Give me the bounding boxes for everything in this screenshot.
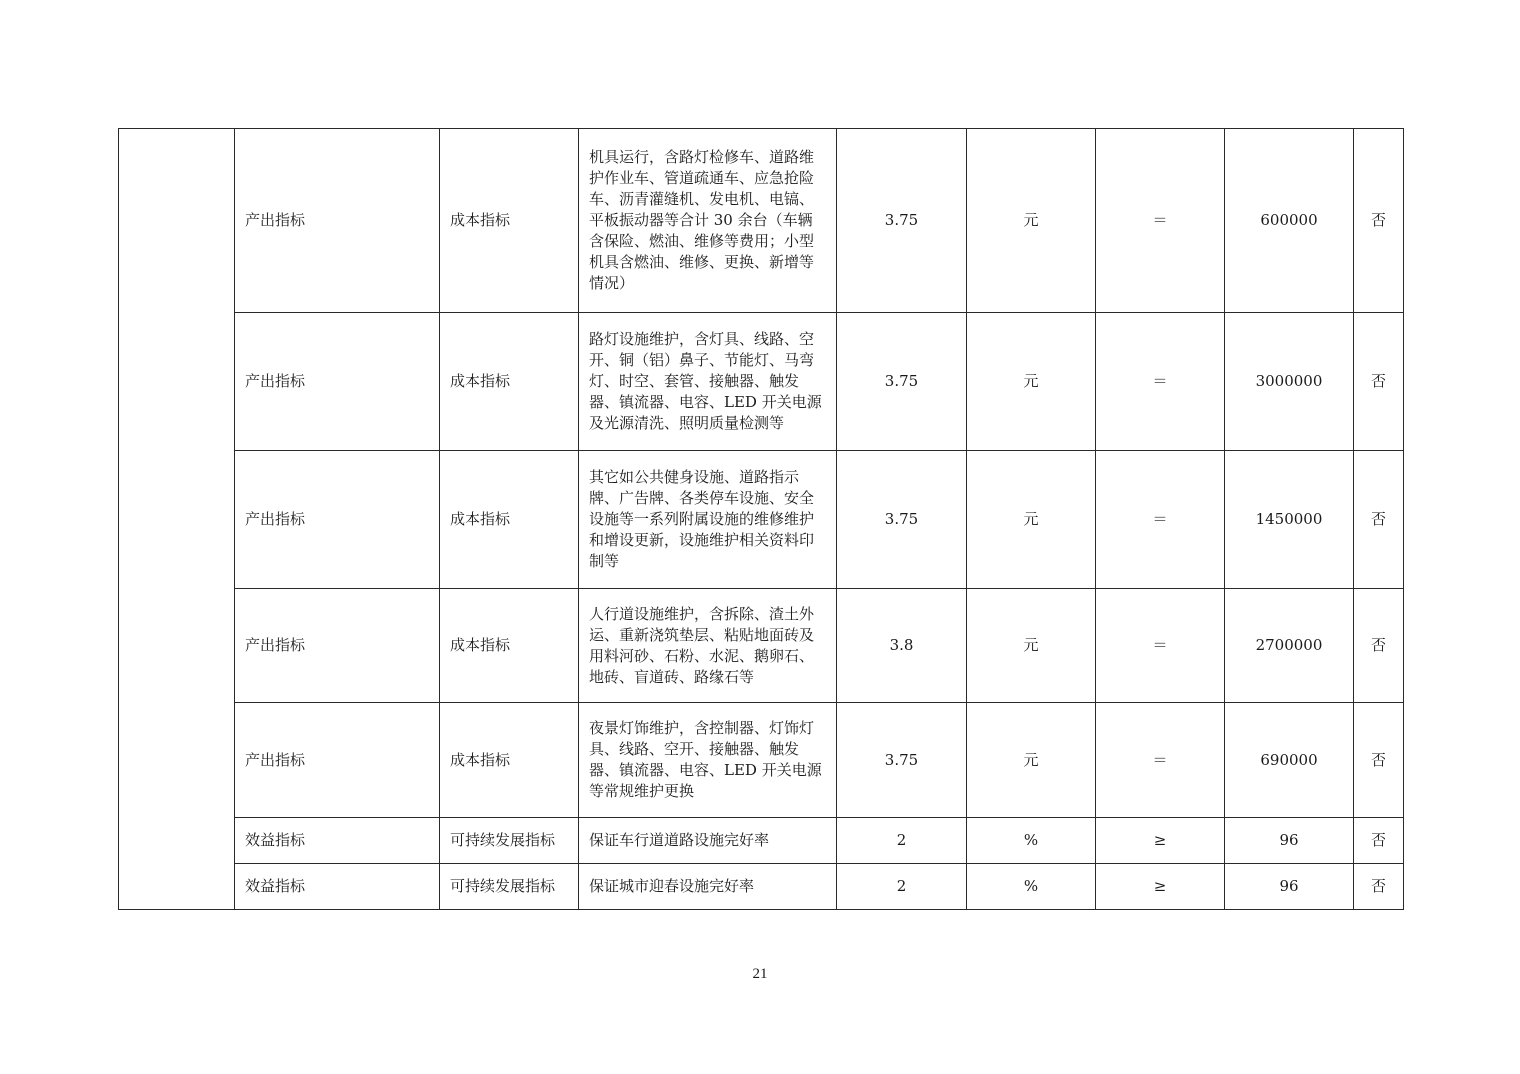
level1-indicator: 产出指标 — [235, 129, 440, 313]
indicator-operator: ＝ — [1096, 129, 1225, 313]
indicator-flag: 否 — [1354, 818, 1404, 864]
indicator-target: 690000 — [1225, 703, 1354, 818]
table-row — [119, 589, 1404, 703]
indicator-operator: ≥ — [1096, 864, 1225, 910]
level1-indicator: 产出指标 — [235, 589, 440, 703]
table-row — [119, 129, 1404, 313]
indicator-description: 夜景灯饰维护，含控制器、灯饰灯具、线路、空开、接触器、触发器、镇流器、电容、LED 开关电源等常规维护更换 — [579, 703, 837, 818]
level1-indicator: 产出指标 — [235, 451, 440, 589]
table-row — [119, 703, 1404, 818]
merged-category-cell — [119, 129, 235, 910]
indicator-operator: ＝ — [1096, 703, 1225, 818]
indicator-description: 路灯设施维护，含灯具、线路、空开、铜（铝）鼻子、节能灯、马弯灯、时空、套管、接触器、触发器、镇流器、电容、LED 开关电源及光源清洗、照明质量检测等 — [579, 313, 837, 451]
indicator-unit: 元 — [967, 451, 1096, 589]
table-row — [119, 451, 1404, 589]
indicator-table — [118, 128, 1404, 910]
indicator-operator: ≥ — [1096, 818, 1225, 864]
level2-indicator: 可持续发展指标 — [440, 864, 579, 910]
indicator-weight: 3.75 — [837, 703, 967, 818]
indicator-unit: % — [967, 864, 1096, 910]
indicator-target: 2700000 — [1225, 589, 1354, 703]
level2-indicator: 成本指标 — [440, 129, 579, 313]
level2-indicator: 成本指标 — [440, 451, 579, 589]
table-row — [119, 313, 1404, 451]
indicator-unit: 元 — [967, 703, 1096, 818]
level1-indicator: 产出指标 — [235, 703, 440, 818]
indicator-weight: 3.75 — [837, 129, 967, 313]
indicator-target: 600000 — [1225, 129, 1354, 313]
level2-indicator: 可持续发展指标 — [440, 818, 579, 864]
indicator-description: 保证车行道道路设施完好率 — [579, 818, 837, 864]
indicator-unit: 元 — [967, 129, 1096, 313]
indicator-operator: ＝ — [1096, 313, 1225, 451]
indicator-weight: 3.75 — [837, 451, 967, 589]
indicator-operator: ＝ — [1096, 451, 1225, 589]
page-number: 21 — [752, 966, 768, 982]
indicator-unit: 元 — [967, 313, 1096, 451]
level2-indicator: 成本指标 — [440, 313, 579, 451]
indicator-weight: 2 — [837, 864, 967, 910]
level2-indicator: 成本指标 — [440, 589, 579, 703]
indicator-flag: 否 — [1354, 589, 1404, 703]
indicator-flag: 否 — [1354, 703, 1404, 818]
indicator-description: 其它如公共健身设施、道路指示牌、广告牌、各类停车设施、安全设施等一系列附属设施的维修维护和增设更新，设施维护相关资料印制等 — [579, 451, 837, 589]
indicator-description: 人行道设施维护，含拆除、渣土外运、重新浇筑垫层、粘贴地面砖及用料河砂、石粉、水泥、鹅卵石、地砖、盲道砖、路缘石等 — [579, 589, 837, 703]
indicator-weight: 3.75 — [837, 313, 967, 451]
indicator-target: 96 — [1225, 818, 1354, 864]
indicator-description: 机具运行，含路灯检修车、道路维护作业车、管道疏通车、应急抢险车、沥青灌缝机、发电机、电镐、平板振动器等合计 30 余台（车辆含保险、燃油、维修等费用；小型机具含燃油、维修、更换、新增等情况） — [579, 129, 837, 313]
indicator-target: 1450000 — [1225, 451, 1354, 589]
indicator-flag: 否 — [1354, 864, 1404, 910]
indicator-flag: 否 — [1354, 129, 1404, 313]
indicator-target: 3000000 — [1225, 313, 1354, 451]
table-row — [119, 818, 1404, 864]
indicator-weight: 2 — [837, 818, 967, 864]
indicator-unit: 元 — [967, 589, 1096, 703]
indicator-unit: % — [967, 818, 1096, 864]
indicator-description: 保证城市迎春设施完好率 — [579, 864, 837, 910]
indicator-weight: 3.8 — [837, 589, 967, 703]
level1-indicator: 产出指标 — [235, 313, 440, 451]
indicator-operator: ＝ — [1096, 589, 1225, 703]
table-row — [119, 864, 1404, 910]
indicator-flag: 否 — [1354, 313, 1404, 451]
level2-indicator: 成本指标 — [440, 703, 579, 818]
level1-indicator: 效益指标 — [235, 818, 440, 864]
indicator-target: 96 — [1225, 864, 1354, 910]
level1-indicator: 效益指标 — [235, 864, 440, 910]
indicator-flag: 否 — [1354, 451, 1404, 589]
